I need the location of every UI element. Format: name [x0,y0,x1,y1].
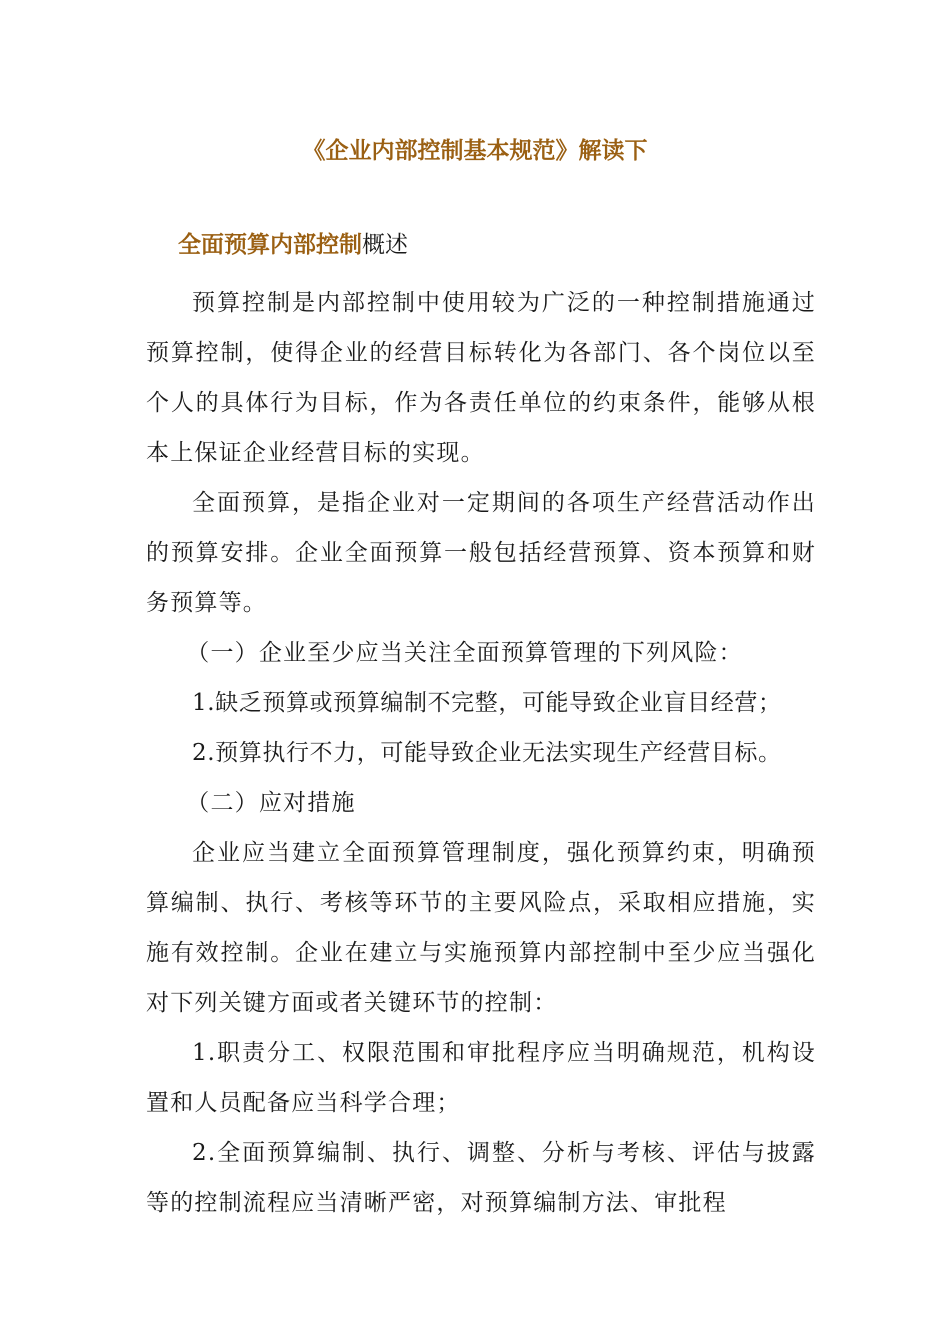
document-body [146,278,816,1228]
measure-item-1: 1.职责分工、权限范围和审批程序应当明确规范，机构设置和人员配备应当科学合理； [146,1040,816,1116]
section-heading-accent: 全面预算内部控制 [178,231,362,258]
paragraph-budget-control: 预算控制是内部控制中使用较为广泛的一种控制措施通过预算控制，使得企业的经营目标转化为各部门、各个岗位以至个人的具体行为目标，作为各责任单位的约束条件，能够从根本上保证企业经营目标的实现。 [146,290,816,466]
measure-item-2: 2.全面预算编制、执行、调整、分析与考核、评估与披露等的控制流程应当清晰严密，对预算编制方法、审批程 [146,1140,816,1216]
risk-item-2: 2.预算执行不力，可能导致企业无法实现生产经营目标。 [192,740,782,766]
risk-item-1: 1.缺乏预算或预算编制不完整，可能导致企业盲目经营； [192,690,782,716]
subheading-measures: （二）应对措施 [186,790,356,816]
section-heading-rest: 概述 [362,232,408,258]
paragraph-measures: 企业应当建立全面预算管理制度，强化预算约束，明确预算编制、执行、考核等环节的主要风险点，采取相应措施，实施有效控制。企业在建立与实施预算内部控制中至少应当强化对下列关键方面或者关键环节的控制： [146,840,816,1016]
subheading-risks: （一）企业至少应当关注全面预算管理的下列风险： [186,640,743,666]
section-heading [178,229,408,261]
paragraph-comprehensive-budget: 全面预算，是指企业对一定期间的各项生产经营活动作出的预算安排。企业全面预算一般包括经营预算、资本预算和财务预算等。 [146,490,816,616]
document-title: 《企业内部控制基本规范》解读下 [302,137,648,164]
